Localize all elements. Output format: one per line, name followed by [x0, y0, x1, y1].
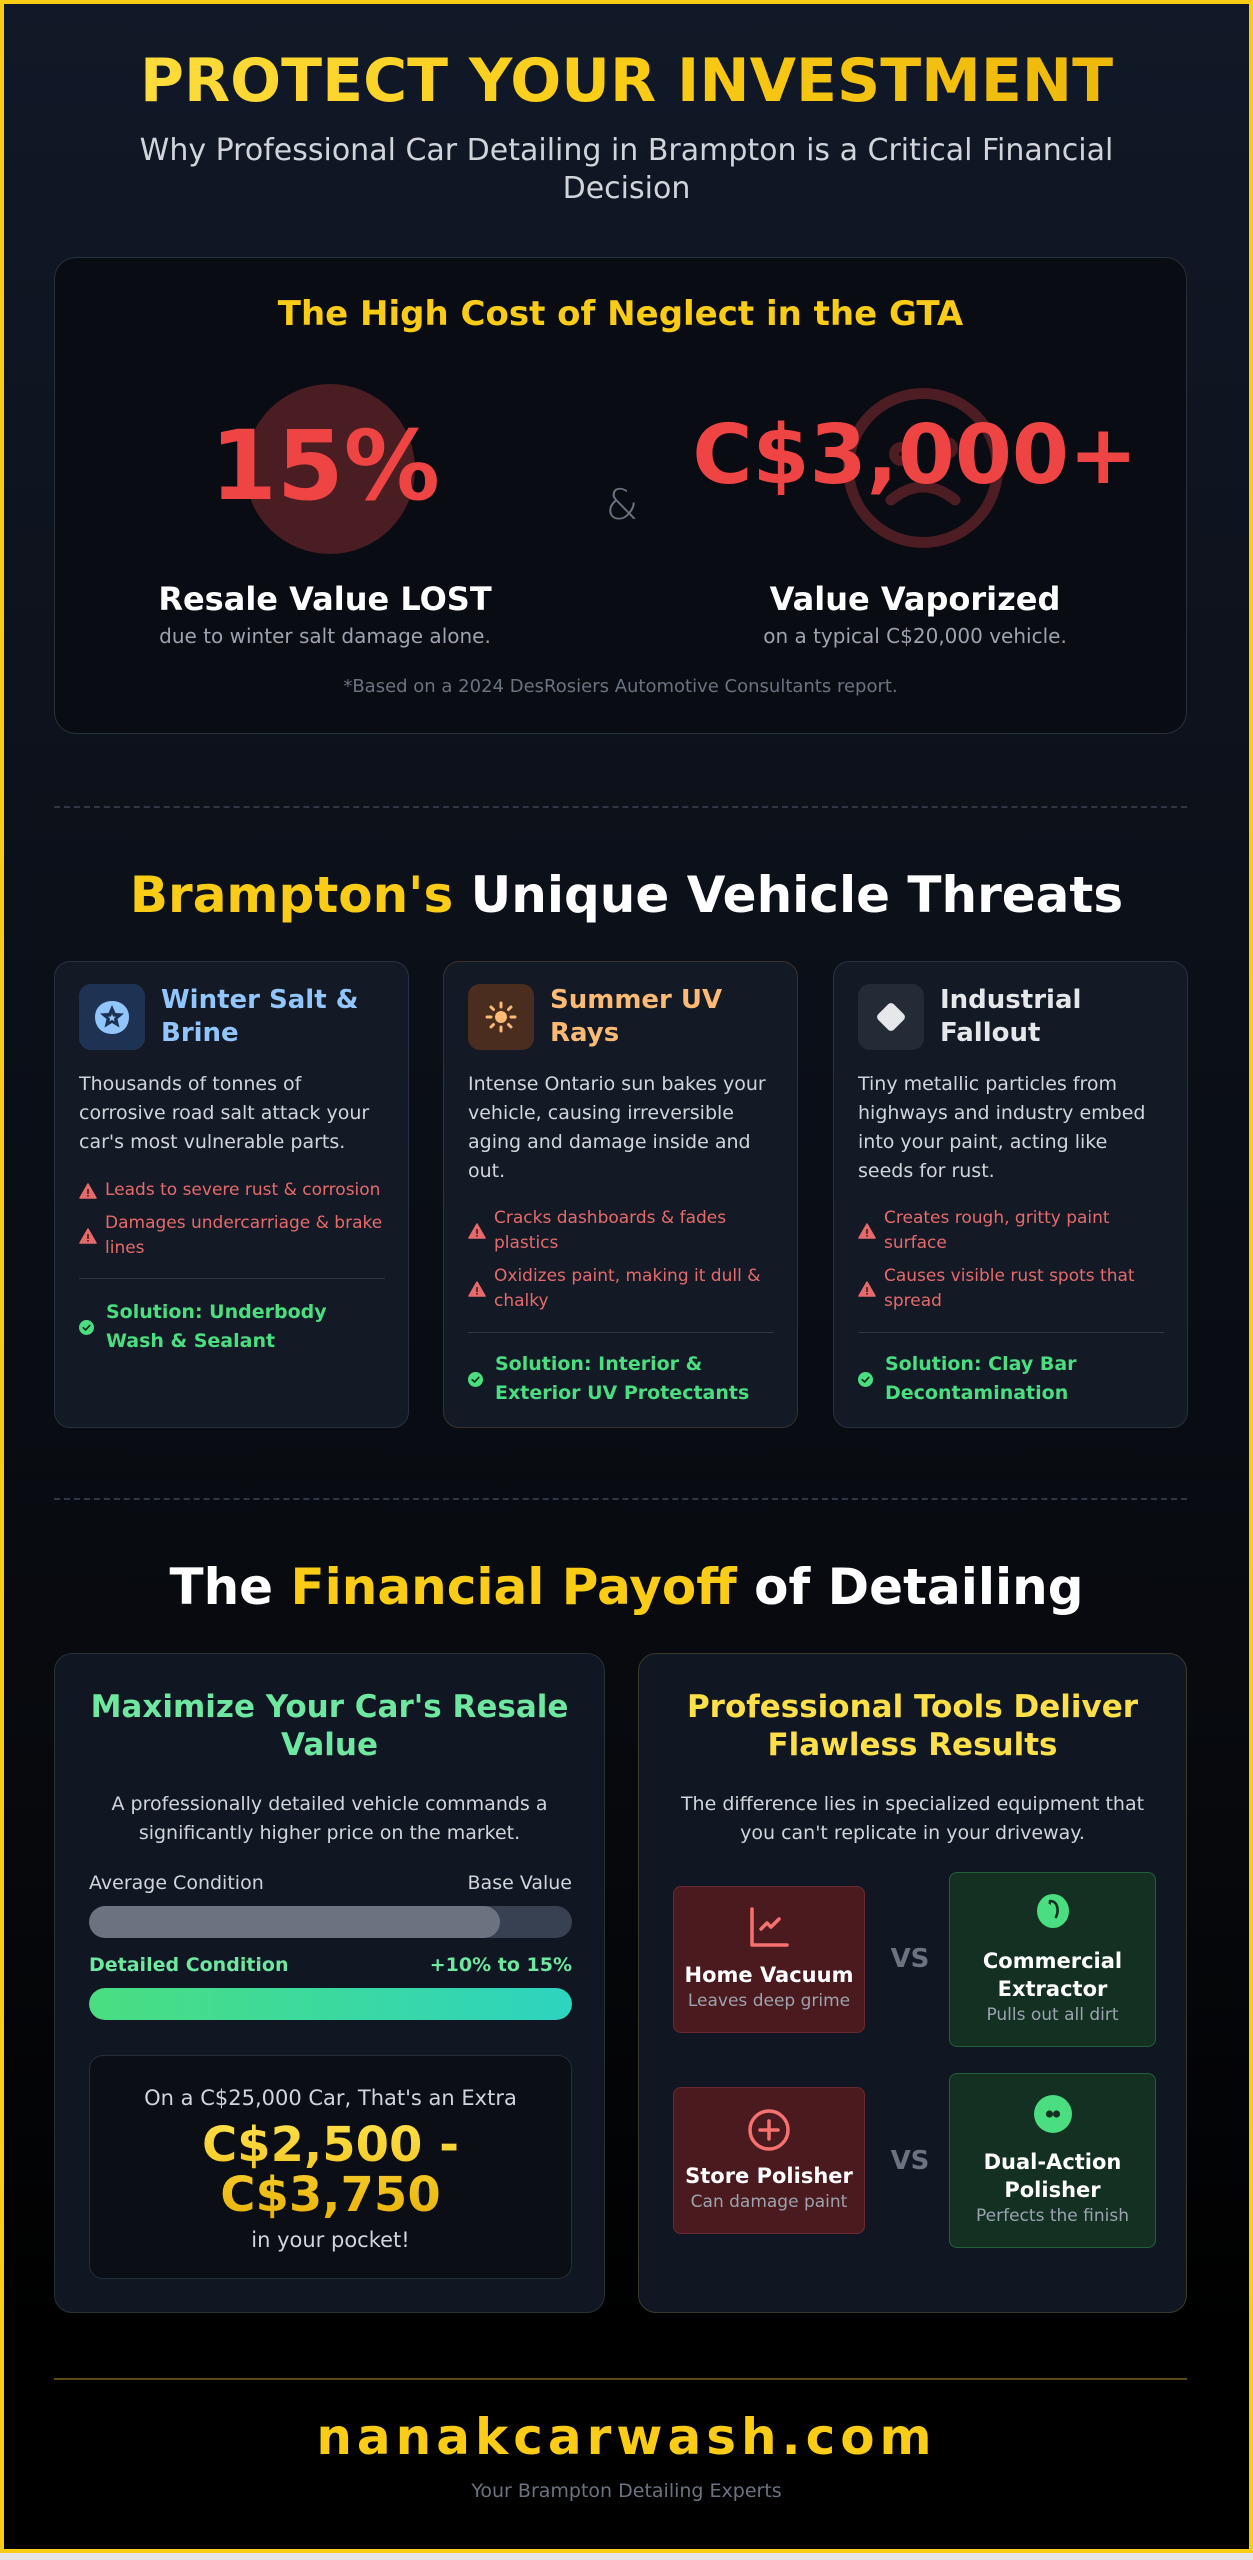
detailed-bar-fill	[89, 1988, 572, 2020]
section-divider	[54, 806, 1187, 808]
sun-icon	[468, 984, 534, 1050]
threat-card-summer-uv	[443, 961, 798, 1428]
threats-section-title	[4, 866, 1249, 924]
diamond-icon	[858, 984, 924, 1050]
source-footnote: *Based on a 2024 DesRosiers Automotive Consultants report.	[343, 676, 898, 697]
warning-icon	[468, 1223, 486, 1239]
payoff-title-highlight: Financial Payoff	[290, 1558, 737, 1616]
value-vaporized-stat: C$3,000+	[692, 408, 1138, 503]
footer-tagline: Your Brampton Detailing Experts	[471, 2480, 782, 2502]
check-circle-icon	[468, 1372, 483, 1387]
threat-risks-list	[858, 1206, 1168, 1322]
average-bar-fill	[89, 1906, 500, 1938]
tool-commercial-extractor: Commercial Extractor Pulls out all dirt	[949, 1872, 1156, 2047]
tool-store-polisher: Store Polisher Can damage paint	[673, 2087, 865, 2234]
solution-text: Solution: Underbody Wash & Sealant	[106, 1301, 327, 1352]
threat-desc: Thousands of tonnes of corrosive road salt attack your car's most vulnerable parts.	[79, 1073, 370, 1153]
card-divider	[468, 1332, 774, 1333]
card-divider	[858, 1332, 1164, 1333]
detailed-bar-labels: Detailed Condition +10% to 15%	[89, 1954, 572, 1976]
vs-label: VS	[890, 1944, 930, 1974]
threat-risks-list	[79, 1178, 389, 1269]
dual-action-icon	[1033, 2094, 1073, 2134]
extra-value-box	[89, 2055, 572, 2279]
resale-card-title: Maximize Your Car's Resale Value	[90, 1689, 569, 1763]
professional-tools-card	[638, 1653, 1187, 2313]
page-subtitle: Why Professional Car Detailing in Brampton is a Critical Financial Decision	[139, 133, 1114, 206]
tool-dual-action-polisher: Dual-Action Polisher Perfects the finish	[949, 2073, 1156, 2248]
payoff-section-title: The Financial Payoff of Detailing	[169, 1558, 1084, 1616]
threat-title: Summer UV Rays	[550, 985, 723, 1048]
page-title: PROTECT YOUR INVESTMENT	[4, 46, 1249, 116]
extra-value-amount: C$2,500 - C$3,750	[90, 2120, 571, 2220]
warning-icon	[468, 1281, 486, 1297]
solution-row	[79, 1298, 379, 1356]
threat-card-winter-salt	[54, 961, 409, 1428]
resale-card-desc: A professionally detailed vehicle commands a significantly higher price on the market.	[111, 1793, 548, 1844]
vs-label: VS	[890, 2146, 930, 2176]
tools-card-desc: The difference lies in specialized equipment that you can't replicate in your driveway.	[680, 1793, 1145, 1844]
value-vaporized-label: Value Vaporized	[769, 580, 1061, 618]
warning-icon	[858, 1281, 876, 1297]
solution-row	[858, 1350, 1158, 1408]
risk-item: Creates rough, gritty paint surface	[858, 1206, 1168, 1256]
solution-row	[468, 1350, 768, 1408]
cost-of-neglect-panel	[54, 257, 1187, 734]
risk-item: Causes visible rust spots that spread	[858, 1264, 1168, 1314]
resale-loss-label: Resale Value LOST	[158, 580, 492, 618]
ampersand-separator: &	[605, 480, 639, 529]
risk-item: Cracks dashboards & fades plastics	[468, 1206, 778, 1256]
resale-loss-stat: 15%	[210, 410, 440, 522]
icon-box	[79, 984, 145, 1050]
detailed-condition-bar	[89, 1988, 572, 2020]
warning-icon	[858, 1223, 876, 1239]
threat-title: Winter Salt & Brine	[161, 985, 359, 1048]
value-vaporized-desc: on a typical C$20,000 vehicle.	[763, 624, 1067, 648]
icon-box	[858, 984, 924, 1050]
warning-icon	[79, 1183, 97, 1199]
threat-risks-list	[468, 1206, 778, 1322]
extractor-icon	[1036, 1893, 1070, 1929]
section-divider	[54, 1498, 1187, 1500]
cost-panel-title: The High Cost of Neglect in the GTA	[277, 294, 964, 334]
footer-divider	[54, 2378, 1187, 2380]
extra-value-outro: in your pocket!	[251, 2228, 410, 2252]
website-link[interactable]: nanakcarwash.com	[316, 2408, 937, 2466]
chart-line-icon	[749, 1907, 789, 1949]
extra-value-intro: On a C$25,000 Car, That's an Extra	[144, 2086, 517, 2110]
tools-card-title: Professional Tools Deliver Flawless Results	[686, 1689, 1139, 1763]
check-circle-icon	[858, 1372, 873, 1387]
solution-text: Solution: Clay Bar Decontamination	[885, 1353, 1077, 1404]
card-divider	[79, 1278, 385, 1279]
threats-title-rest: Unique Vehicle Threats	[453, 866, 1124, 924]
average-bar-labels: Average Condition Base Value	[89, 1872, 572, 1894]
tool-home-vacuum: Home Vacuum Leaves deep grime	[673, 1886, 865, 2033]
resale-loss-desc: due to winter salt damage alone.	[159, 624, 491, 648]
resale-value-card	[54, 1653, 605, 2313]
plus-circle-icon	[747, 2108, 791, 2152]
risk-item: Damages undercarriage & brake lines	[79, 1211, 389, 1261]
threat-desc: Tiny metallic particles from highways and industry embed into your paint, acting like seeds for rust.	[858, 1073, 1146, 1182]
check-circle-icon	[79, 1320, 94, 1335]
threat-title: Industrial Fallout	[940, 985, 1082, 1048]
icon-box	[468, 984, 534, 1050]
warning-icon	[79, 1228, 97, 1244]
risk-item: Leads to severe rust & corrosion	[79, 1178, 389, 1203]
threat-desc: Intense Ontario sun bakes your vehicle, causing irreversible aging and damage inside and out.	[468, 1073, 766, 1182]
snowflake-badge-icon	[79, 984, 145, 1050]
threats-title-highlight: Brampton's	[129, 866, 454, 924]
threat-card-industrial-fallout	[833, 961, 1188, 1428]
solution-text: Solution: Interior & Exterior UV Protectants	[495, 1353, 750, 1404]
average-condition-bar	[89, 1906, 572, 1938]
risk-item: Oxidizes paint, making it dull & chalky	[468, 1264, 778, 1314]
